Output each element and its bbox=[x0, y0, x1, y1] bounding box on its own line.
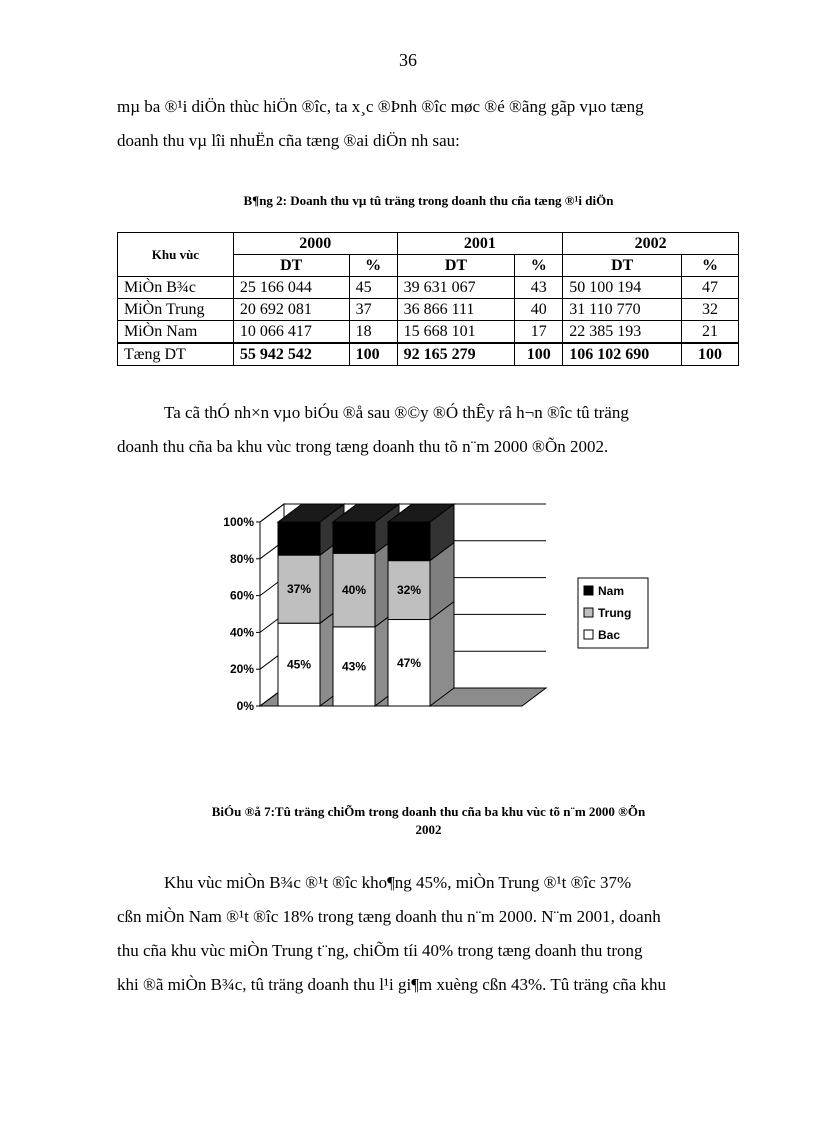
data-label-bac-2002: 47% bbox=[396, 655, 422, 670]
revenue-table bbox=[117, 232, 739, 366]
legend-swatch-bac bbox=[584, 630, 593, 639]
chart-caption bbox=[117, 803, 740, 839]
percent-cell: 47 bbox=[682, 277, 739, 299]
dt-cell: 55 942 542 bbox=[233, 343, 349, 366]
dt-cell: 106 102 690 bbox=[563, 343, 682, 366]
region-cell: MiÒn B¾c bbox=[118, 277, 234, 299]
percent-cell: 37 bbox=[349, 299, 397, 321]
stacked-bar-chart bbox=[200, 500, 660, 730]
percent-cell: 43 bbox=[515, 277, 563, 299]
dt-cell: 10 066 417 bbox=[233, 321, 349, 344]
dt-header: DT bbox=[563, 255, 682, 277]
page-number: 36 bbox=[399, 50, 417, 70]
percent-cell: 32 bbox=[682, 299, 739, 321]
dt-cell: 36 866 111 bbox=[397, 299, 515, 321]
legend-label-bac: Bac bbox=[598, 628, 621, 642]
closing-line-1: Khu vùc miÒn B¾c ®¹t ®îc kho¶ng 45%, miÒn Trung ®¹t ®îc 37% bbox=[164, 873, 632, 892]
data-label-bac-2000: 45% bbox=[286, 657, 312, 672]
percent-cell: 40 bbox=[515, 299, 563, 321]
y-tick-label: 0% bbox=[236, 699, 254, 713]
table-year-header-row bbox=[118, 233, 739, 255]
legend-swatch-nam bbox=[584, 586, 593, 595]
dt-cell: 31 110 770 bbox=[563, 299, 682, 321]
closing-line-3: thu cña khu vùc miÒn Trung t¨ng, chiÕm tíi 40% trong tæng doanh thu trong bbox=[117, 941, 643, 960]
region-cell: MiÒn Trung bbox=[118, 299, 234, 321]
data-label-trung-2000: 37% bbox=[286, 582, 312, 597]
intro-line-1: mµ ba ®¹i diÖn thùc hiÖn ®îc, ta x¸c ®Þnh ®îc møc ®é ®ãng gãp vµo tæng bbox=[117, 97, 644, 116]
data-label-nam-2000: 18% bbox=[286, 531, 312, 546]
dt-cell: 25 166 044 bbox=[233, 277, 349, 299]
legend-label-nam: Nam bbox=[598, 584, 625, 598]
percent-cell: 21 bbox=[682, 321, 739, 344]
y-tick-label: 20% bbox=[229, 662, 254, 677]
percent-cell: 17 bbox=[515, 321, 563, 344]
closing-paragraph bbox=[117, 866, 740, 1002]
intro-line-2: doanh thu vµ lîi nhuËn cña tæng ®ai diÖn nh sau: bbox=[117, 131, 460, 150]
dt-cell: 50 100 194 bbox=[563, 277, 682, 299]
y-tick-label: 60% bbox=[229, 588, 254, 603]
data-label-nam-2001: 17% bbox=[341, 530, 367, 545]
percent-header: % bbox=[682, 255, 739, 277]
percent-cell: 100 bbox=[682, 343, 739, 366]
percent-cell: 18 bbox=[349, 321, 397, 344]
region-header: Khu vùc bbox=[118, 233, 234, 277]
y-tick-label: 40% bbox=[229, 625, 254, 640]
dt-header: DT bbox=[233, 255, 349, 277]
table-row bbox=[118, 321, 739, 344]
percent-cell: 45 bbox=[349, 277, 397, 299]
table-row bbox=[118, 299, 739, 321]
dt-cell: 92 165 279 bbox=[397, 343, 515, 366]
year-header: 2001 bbox=[397, 233, 563, 255]
percent-cell: 100 bbox=[349, 343, 397, 366]
closing-line-2: cßn miÒn Nam ®¹t ®îc 18% trong tæng doanh thu n¨m 2000. N¨m 2001, doanh bbox=[117, 907, 661, 926]
dt-header: DT bbox=[397, 255, 515, 277]
intro-paragraph bbox=[117, 90, 740, 158]
middle-line-1: Ta cã thÓ nh×n vµo biÓu ®å sau ®©y ®Ó thÊy râ h¬n ®îc tû träng bbox=[164, 403, 629, 422]
data-label-trung-2001: 40% bbox=[341, 583, 367, 598]
region-cell: MiÒn Nam bbox=[118, 321, 234, 344]
data-label-bac-2001: 43% bbox=[341, 659, 367, 674]
table-total-row bbox=[118, 343, 739, 366]
dt-cell: 15 668 101 bbox=[397, 321, 515, 344]
year-header: 2000 bbox=[233, 233, 397, 255]
dt-cell: 22 385 193 bbox=[563, 321, 682, 344]
y-tick-label: 80% bbox=[229, 551, 254, 566]
middle-paragraph bbox=[117, 396, 740, 464]
legend-swatch-trung bbox=[584, 608, 593, 617]
closing-line-4: khi ®ã miÒn B¾c, tû träng doanh thu l¹i gi¶m xuèng cßn 43%. Tû träng cña khu bbox=[117, 975, 667, 994]
total-label: Tæng DT bbox=[118, 343, 234, 366]
percent-header: % bbox=[515, 255, 563, 277]
percent-header: % bbox=[349, 255, 397, 277]
data-label-trung-2002: 32% bbox=[396, 583, 422, 598]
middle-line-2: doanh thu cña ba khu vùc trong tæng doanh thu tõ n¨m 2000 ®Õn 2002. bbox=[117, 437, 609, 456]
data-label-nam-2002: 21% bbox=[396, 534, 422, 549]
dt-cell: 20 692 081 bbox=[233, 299, 349, 321]
y-tick-label: 100% bbox=[223, 515, 254, 529]
percent-cell: 100 bbox=[515, 343, 563, 366]
dt-cell: 39 631 067 bbox=[397, 277, 515, 299]
year-header: 2002 bbox=[563, 233, 739, 255]
chart-caption-line-1: BiÓu ®å 7:Tû träng chiÕm trong doanh thu cña ba khu vùc tõ n¨m 2000 ®Õn bbox=[211, 804, 646, 819]
legend-label-trung: Trung bbox=[598, 606, 632, 620]
table-row bbox=[118, 277, 739, 299]
table-caption: B¶ng 2: Doanh thu vµ tû träng trong doanh thu cña tæng ®¹i diÖn bbox=[243, 193, 614, 208]
chart-caption-line-2: 2002 bbox=[415, 822, 442, 837]
